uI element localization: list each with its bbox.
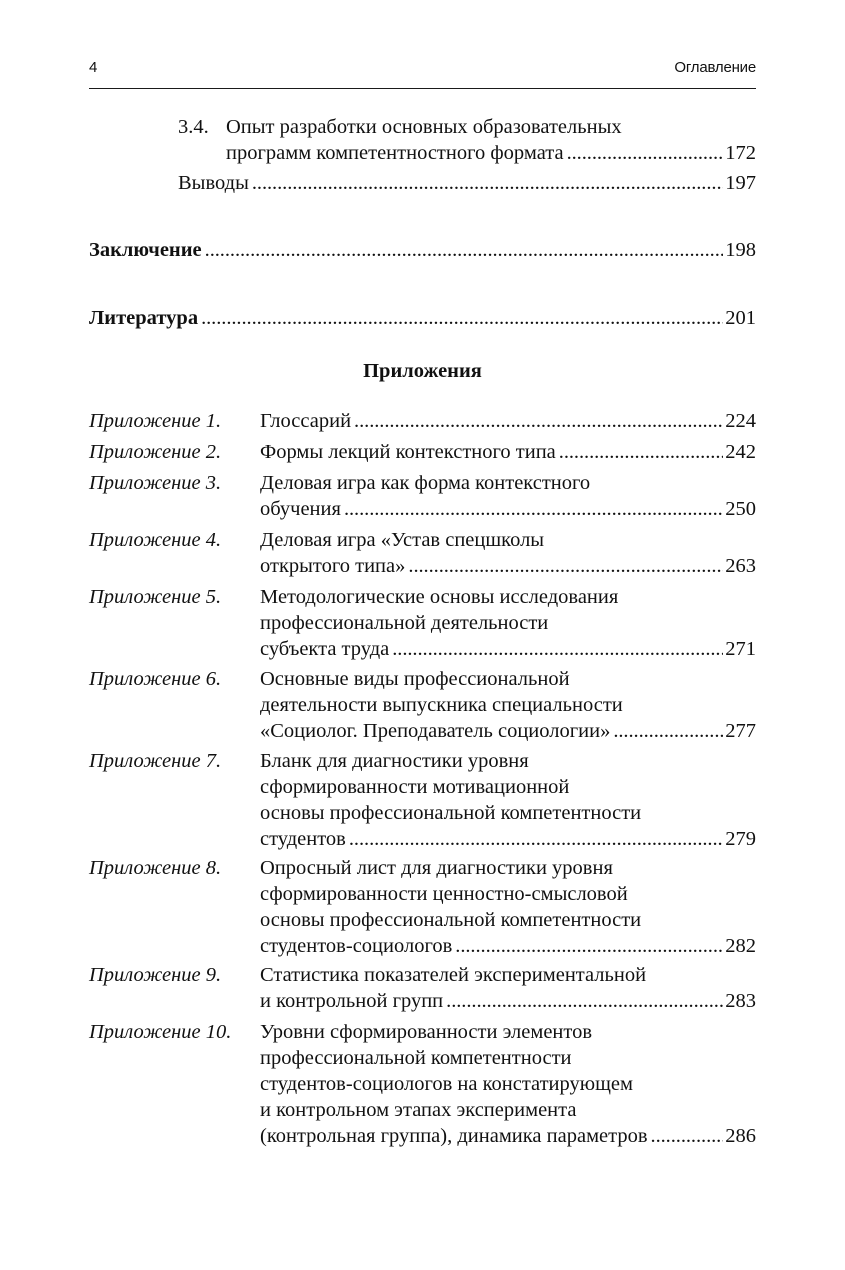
section-title: Оглавление xyxy=(674,59,756,76)
appendix-title-line: Статистика показателей экспериментальной xyxy=(260,964,647,986)
appendix-title-line: профессиональной компетентности xyxy=(260,1047,572,1069)
appendix-page: 271 xyxy=(725,638,756,660)
appendix-page: 277 xyxy=(725,720,756,742)
toc-appendix-10[interactable] xyxy=(89,1019,756,1149)
toc-entry-literature[interactable] xyxy=(89,305,756,331)
appendix-title-line: студентов xyxy=(260,828,346,850)
appendix-label: Приложение 6. xyxy=(89,668,222,690)
toc-appendix-7[interactable] xyxy=(89,748,756,852)
appendix-title-line: сформированности мотивационной xyxy=(260,776,570,798)
appendix-title-line: студентов-социологов xyxy=(260,935,453,957)
toc-appendix-5[interactable] xyxy=(89,584,756,662)
toc-appendix-3[interactable] xyxy=(89,470,756,522)
appendix-title-line: Основные виды профессиональной xyxy=(260,668,570,690)
toc-appendix-4[interactable] xyxy=(89,527,756,579)
appendix-title-line: (контрольная группа), динамика параметров xyxy=(260,1125,648,1147)
dot-leader xyxy=(205,237,724,263)
dot-leader xyxy=(455,933,723,959)
dot-leader xyxy=(446,988,723,1014)
dot-leader xyxy=(392,636,723,662)
appendix-label: Приложение 7. xyxy=(89,750,222,772)
appendix-title-line: сформированности ценностно-смысловой xyxy=(260,883,628,905)
appendix-label: Приложение 1. xyxy=(89,410,222,432)
appendix-title-line: студентов-социологов на констатирующем xyxy=(260,1073,633,1095)
appendices-heading: Приложения xyxy=(363,360,482,382)
appendix-title-line: открытого типа» xyxy=(260,555,406,577)
dot-leader xyxy=(651,1123,724,1149)
appendix-title-line: и контрольной групп xyxy=(260,990,444,1012)
toc-entry-3-4[interactable] xyxy=(178,114,756,166)
appendix-title-line: субъекта труда xyxy=(260,638,390,660)
appendix-title-line: основы профессиональной компетентности xyxy=(260,909,642,931)
entry-page: 172 xyxy=(725,142,756,164)
toc-appendix-1[interactable] xyxy=(89,408,756,434)
entry-title-line: Опыт разработки основных образовательных xyxy=(226,116,622,138)
appendix-title-line: Деловая игра «Устав спецшколы xyxy=(260,529,545,551)
entry-page: 197 xyxy=(725,172,756,194)
appendix-title-line: Бланк для диагностики уровня xyxy=(260,750,529,772)
dot-leader xyxy=(201,305,723,331)
appendix-label: Приложение 4. xyxy=(89,529,222,551)
entry-page: 198 xyxy=(725,239,756,261)
appendix-title-line: «Социолог. Преподаватель социологии» xyxy=(260,720,611,742)
appendix-title-line: профессиональной деятельности xyxy=(260,612,549,634)
dot-leader xyxy=(349,826,723,852)
appendix-page: 263 xyxy=(725,555,756,577)
appendix-page: 250 xyxy=(725,498,756,520)
page-number: 4 xyxy=(89,59,98,76)
appendix-label: Приложение 10. xyxy=(89,1021,232,1043)
entry-title: Заключение xyxy=(89,239,202,261)
appendix-page: 279 xyxy=(725,828,756,850)
dot-leader xyxy=(559,439,723,465)
toc-appendix-2[interactable] xyxy=(89,439,756,465)
entry-title: Выводы xyxy=(178,172,249,194)
appendix-title-line: Формы лекций контекстного типа xyxy=(260,441,556,463)
appendix-label: Приложение 2. xyxy=(89,441,222,463)
appendix-page: 282 xyxy=(725,935,756,957)
appendix-title-line: основы профессиональной компетентности xyxy=(260,802,642,824)
appendix-title-line: Опросный лист для диагностики уровня xyxy=(260,857,613,879)
entry-page: 201 xyxy=(725,307,756,329)
dot-leader xyxy=(567,140,724,166)
appendix-page: 286 xyxy=(725,1125,756,1147)
entry-number: 3.4. xyxy=(178,116,209,138)
appendix-title-line: Методологические основы исследования xyxy=(260,586,619,608)
toc-entry-conclusion[interactable] xyxy=(89,237,756,263)
appendix-title-line: Уровни сформированности элементов xyxy=(260,1021,593,1043)
toc-appendix-6[interactable] xyxy=(89,666,756,744)
appendix-page: 242 xyxy=(725,441,756,463)
entry-title: Литература xyxy=(89,307,199,329)
entry-title-line: программ компетентностного формата xyxy=(226,142,564,164)
appendix-title-line: и контрольном этапах эксперимента xyxy=(260,1099,577,1121)
dot-leader xyxy=(408,553,723,579)
appendix-page: 283 xyxy=(725,990,756,1012)
appendix-label: Приложение 3. xyxy=(89,472,222,494)
appendix-title-line: Глоссарий xyxy=(260,410,352,432)
dot-leader xyxy=(354,408,723,434)
dot-leader xyxy=(344,496,723,522)
appendix-title-line: обучения xyxy=(260,498,341,520)
appendix-label: Приложение 8. xyxy=(89,857,222,879)
appendix-label: Приложение 5. xyxy=(89,586,222,608)
appendix-label: Приложение 9. xyxy=(89,964,222,986)
appendix-title-line: Деловая игра как форма контекстного xyxy=(260,472,591,494)
appendix-title-line: деятельности выпускника специальности xyxy=(260,694,623,716)
toc-entry-conclusions-chapter[interactable] xyxy=(178,170,756,196)
dot-leader xyxy=(252,170,723,196)
toc-appendix-8[interactable] xyxy=(89,855,756,959)
dot-leader xyxy=(613,718,723,744)
running-header xyxy=(89,56,756,89)
toc-appendix-9[interactable] xyxy=(89,962,756,1014)
appendix-page: 224 xyxy=(725,410,756,432)
